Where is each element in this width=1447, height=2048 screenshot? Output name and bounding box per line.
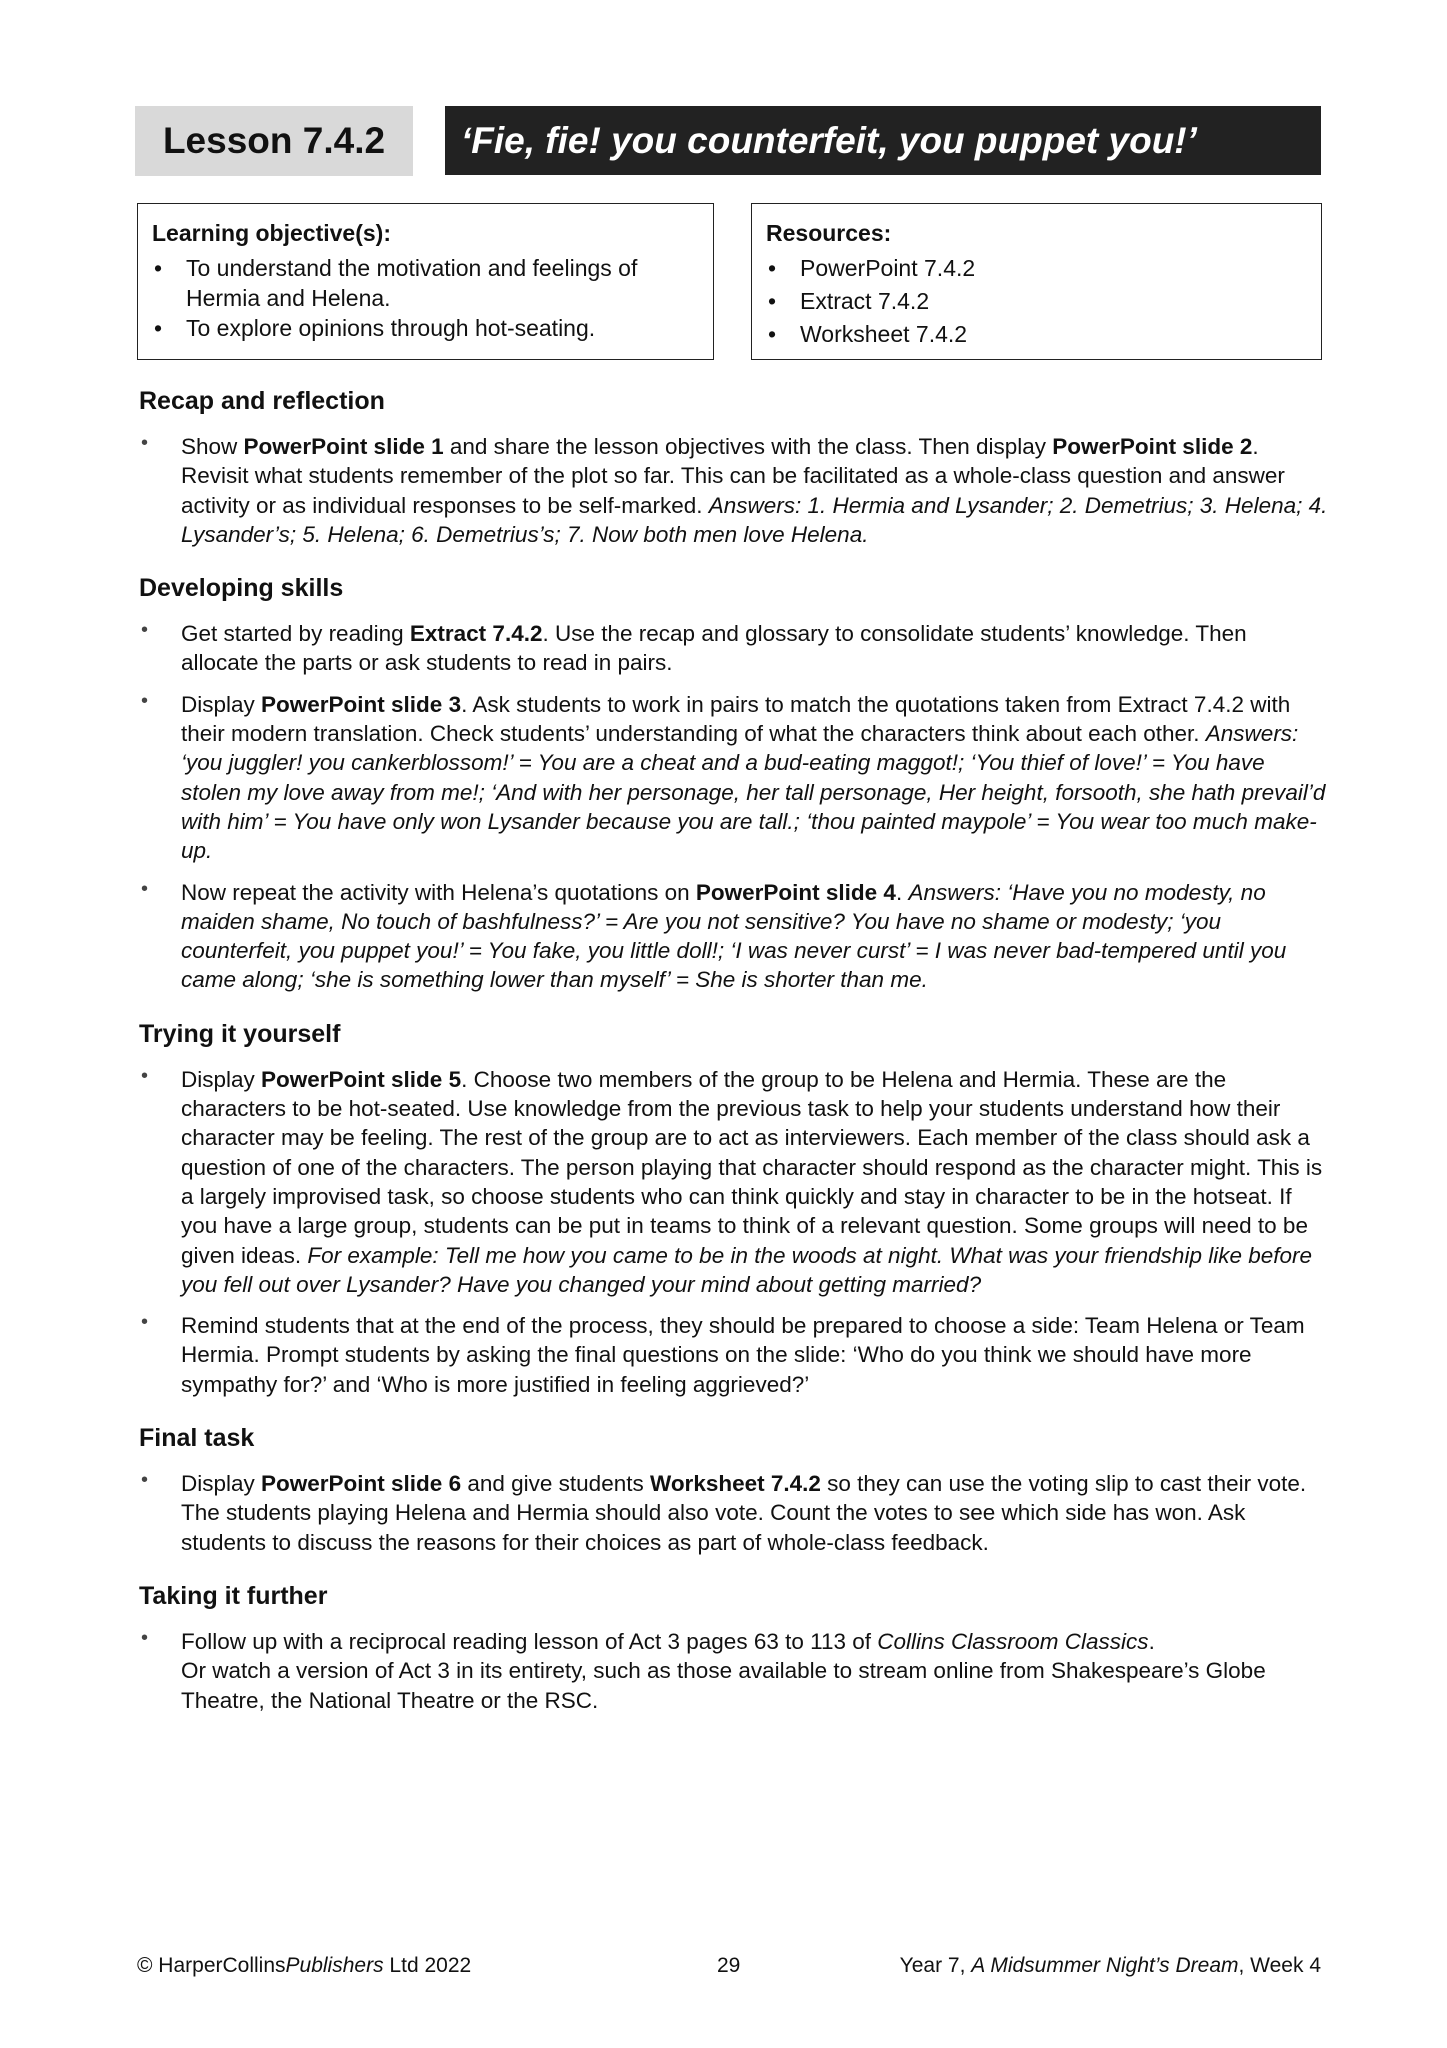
resources-box (751, 203, 1322, 360)
objective-item: • To understand the motivation and feelings of Hermia and Helena. (152, 253, 699, 313)
section-heading: Developing skills (139, 574, 344, 603)
bullet-item: • Display PowerPoint slide 5. Choose two members of the group to be Helena and Hermia. These are the characters to be hot-seated. Use knowledge from the previous task to help your students understand how their character may be feeling. The rest of the group are to act as interviewers. Each member of the class should ask a question of one of the characters. The person playing that character should respond as the character might. This is a largely improvised task, so choose students who can think quickly and stay in character to be in the hotseat. If you have a large group, students can be put in teams to think of a relevant question. Some groups will need to be given ideas. For example: Tell me how you came to be in the woods at night. What was your friendship like before you fell out over Lysander? Have you changed your mind about getting married? (139, 1065, 1329, 1299)
footer-course: Year 7, A Midsummer Night’s Dream, Week 4 (899, 1954, 1321, 1977)
objectives-list (152, 253, 699, 343)
section-final (139, 1421, 1329, 1557)
learning-objectives-box (137, 203, 714, 360)
section-heading: Recap and reflection (139, 387, 385, 415)
lesson-number: Lesson 7.4.2 (135, 106, 413, 176)
section-heading: Final task (139, 1424, 255, 1453)
bullet-item: • Display PowerPoint slide 3. Ask students to work in pairs to match the quotations taken from Extract 7.4.2 with their modern translation. Check students’ understanding of what the characters think about each other. Answers: ‘you juggler! you cankerblossom!’ = You are a cheat and a bud-eating maggot!; ‘You thief of love!’ = You have stolen my love away from me!; ‘And with her personage, her tall personage, Her height, forsooth, she hath prevail’d with him’ = You have only won Lysander because you are tall.; ‘thou painted maypole’ = You wear too much make-up. (139, 690, 1329, 866)
resources-heading: Resources: (766, 220, 892, 246)
lesson-title: ‘Fie, fie! you counterfeit, you puppet you!’ (445, 106, 1321, 175)
bullet-item: • Get started by reading Extract 7.4.2. Use the recap and glossary to consolidate students’ knowledge. Then allocate the parts or ask students to read in pairs. (139, 619, 1329, 678)
section-heading: Taking it further (139, 1581, 328, 1610)
bullet-item: • Now repeat the activity with Helena’s quotations on PowerPoint slide 4. Answers: ‘Have you no modesty, no maiden shame, No touch of bashfulness?’ = Are you not sensitive? You have no shame or modesty; ‘you counterfeit, you puppet you!’ = You fake, you little doll!; ‘I was never curst’ = I was never bad-tempered until you came along; ‘she is something lower than myself’ = She is shorter than me. (139, 878, 1329, 995)
section-heading: Trying it yourself (139, 1019, 341, 1048)
bullet-item: • Display PowerPoint slide 6 and give students Worksheet 7.4.2 so they can use the voting slip to cast their vote. The students playing Helena and Hermia should also vote. Count the votes to see which side has won. Ask students to discuss the reasons for their choices as part of whole-class feedback. (139, 1469, 1329, 1557)
footer-page-number: 29 (717, 1954, 741, 1977)
resource-item: • PowerPoint 7.4.2 (766, 253, 1307, 283)
lesson-content (139, 384, 1329, 1737)
bullet-item: • Follow up with a reciprocal reading lesson of Act 3 pages 63 to 113 of Collins Classroom Classics. Or watch a version of Act 3 in its entirety, such as those available to stream online from Shakespeare’s Globe Theatre, the National Theatre or the RSC. (139, 1627, 1329, 1715)
resource-item: • Worksheet 7.4.2 (766, 319, 1307, 349)
bullet-item: • Remind students that at the end of the process, they should be prepared to choose a side: Team Helena or Team Hermia. Prompt students by asking the final questions on the slide: ‘Who do you think we should have more sympathy for?’ and ‘Who is more justified in feeling aggrieved?’ (139, 1311, 1329, 1399)
resource-item: • Extract 7.4.2 (766, 286, 1307, 316)
objective-item: • To explore opinions through hot-seating. (152, 313, 699, 343)
section-developing (139, 571, 1329, 995)
resources-list (766, 253, 1307, 349)
bullet-item: • Show PowerPoint slide 1 and share the lesson objectives with the class. Then display PowerPoint slide 2. Revisit what students remember of the plot so far. This can be facilitated as a whole-class question and answer activity or as individual responses to be self-marked. Answers: 1. Hermia and Lysander; 2. Demetrius; 3. Helena; 4. Lysander’s; 5. Helena; 6. Demetrius’s; 7. Now both men love Helena. (139, 432, 1329, 549)
footer-copyright: © HarperCollinsPublishers Ltd 2022 (137, 1954, 472, 1977)
section-recap (139, 384, 1329, 549)
objectives-heading: Learning objective(s): (152, 220, 391, 246)
section-trying (139, 1017, 1329, 1399)
section-further (139, 1579, 1329, 1715)
